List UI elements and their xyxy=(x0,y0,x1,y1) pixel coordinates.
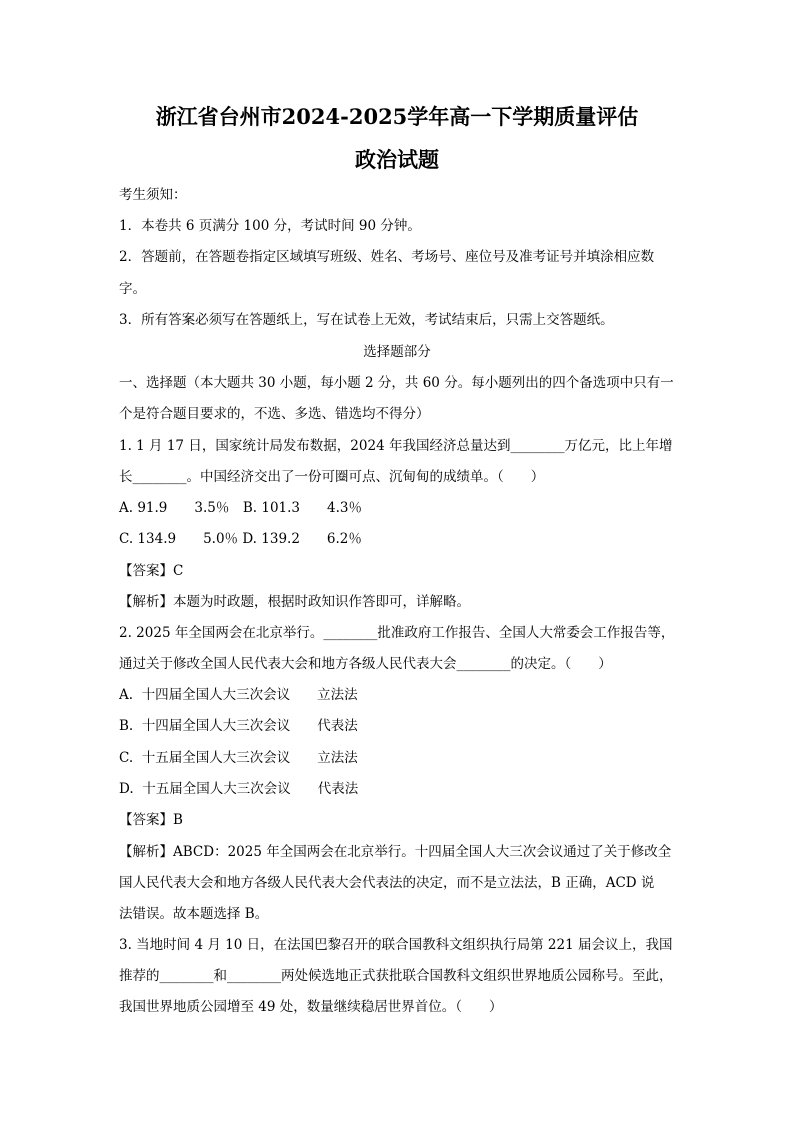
exam-title: 浙江省台州市2024-2025学年高一下学期质量评估 xyxy=(155,104,639,129)
question-2-analysis: 【解析】ABCD：2025 年全国两会在北京举行。十四届全国人大三次会议通过了关于修改全 xyxy=(119,844,672,860)
section-intro: 个是符合题目要求的，不选、多选、错选均不得分） xyxy=(119,406,430,422)
notice-item: 1．本卷共 6 页满分 100 分，考试时间 90 分钟。 xyxy=(119,218,421,234)
question-1-stem: 长________。中国经济交出了一份可圈可点、沉甸甸的成绩单。（ ） xyxy=(119,469,545,485)
notice-heading: 考生须知： xyxy=(119,187,187,203)
question-2-stem: 通过关于修改全国人民代表大会和地方各级人民代表大会________的决定。（ ） xyxy=(119,656,612,672)
question-2-answer: 【答案】B xyxy=(119,812,183,828)
question-2-option: D. 十五届全国人大三次会议 代表法 xyxy=(119,781,359,797)
question-2-option: C. 十五届全国人大三次会议 立法法 xyxy=(119,750,358,766)
notice-item: 字。 xyxy=(119,281,146,297)
question-2-option: A. 十四届全国人大三次会议 立法法 xyxy=(119,687,358,703)
section-intro: 一、选择题（本大题共 30 小题，每小题 2 分，共 60 分。每小题列出的四个备选项中只有一 xyxy=(119,375,674,391)
notice-item: 3．所有答案必须写在答题纸上，写在试卷上无效，考试结束后，只需上交答题纸。 xyxy=(119,312,614,328)
question-2-analysis: 国人民代表大会和地方各级人民代表大会代表法的决定，而不是立法法，B 正确，ACD 说 xyxy=(119,875,655,891)
question-1-answer: 【答案】C xyxy=(119,563,184,579)
question-3-stem: 我国世界地质公园增至 49 处，数量继续稳居世界首位。（ ） xyxy=(119,999,503,1015)
question-1-stem: 1. 1 月 17 日，国家统计局发布数据，2024 年我国经济总量达到________万亿元，比上年增 xyxy=(119,438,673,454)
question-2-analysis: 法错误。故本题选择 B。 xyxy=(119,906,269,922)
question-1-analysis: 【解析】本题为时政题，根据时政知识作答即可，详解略。 xyxy=(119,594,470,610)
question-1-option: A. 91.9 3.5％ B. 101.3 4.3％ xyxy=(119,500,362,516)
question-3-stem: 推荐的________和________两处候选地正式获批联合国教科文组织世界地质公园称号。至此， xyxy=(119,968,673,984)
question-3-stem: 3. 当地时间 4 月 10 日，在法国巴黎召开的联合国教科文组织执行局第 221 届会议上，我国 xyxy=(119,937,673,953)
exam-subtitle: 政治试题 xyxy=(355,147,439,172)
section-title: 选择题部分 xyxy=(363,344,431,360)
question-2-stem: 2. 2025 年全国两会在北京举行。________批准政府工作报告、全国人大常委会工作报告等， xyxy=(119,625,675,641)
question-1-option: C. 134.9 5.0％ D. 139.2 6.2％ xyxy=(119,531,362,547)
question-2-option: B. 十四届全国人大三次会议 代表法 xyxy=(119,718,358,734)
notice-item: 2．答题前，在答题卷指定区域填写班级、姓名、考场号、座位号及准考证号并填涂相应数 xyxy=(119,249,655,265)
